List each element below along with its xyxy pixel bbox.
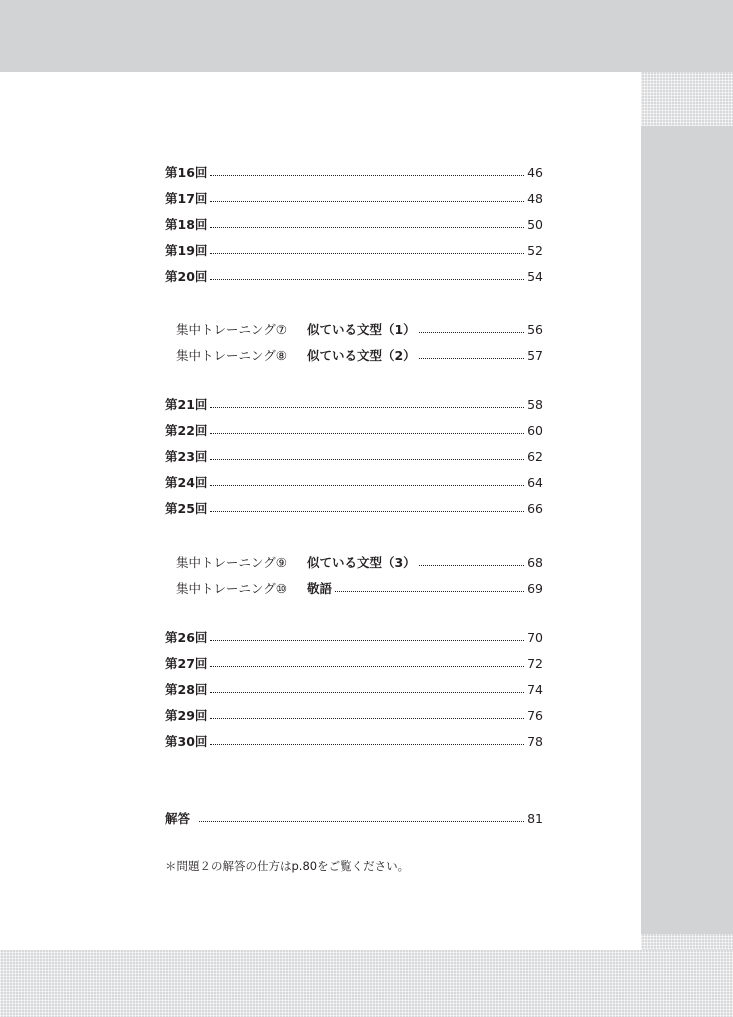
toc-entry-label: 第28回 bbox=[165, 682, 208, 697]
toc-entry-page: 74 bbox=[527, 681, 543, 697]
toc-entry[interactable] bbox=[165, 394, 543, 414]
toc-training-entry[interactable] bbox=[176, 552, 543, 572]
toc-entry-page: 72 bbox=[527, 655, 543, 671]
toc-entry-label: 第29回 bbox=[165, 708, 208, 723]
dot-leader bbox=[210, 666, 524, 667]
toc-entry-page: 81 bbox=[527, 810, 543, 826]
dot-leader bbox=[419, 332, 524, 333]
toc-entry[interactable] bbox=[165, 705, 543, 725]
toc-entry[interactable] bbox=[165, 627, 543, 647]
toc-entry[interactable] bbox=[165, 214, 543, 234]
toc-entry-label: 集中トレーニング⑦ bbox=[176, 322, 287, 337]
toc-entry-label: 第30回 bbox=[165, 734, 208, 749]
toc-entry-page: 64 bbox=[527, 474, 543, 490]
dot-leader bbox=[210, 433, 524, 434]
dot-leader bbox=[199, 821, 524, 822]
toc-entry-label: 第19回 bbox=[165, 243, 208, 258]
toc-answers-entry[interactable] bbox=[165, 808, 543, 828]
toc-entry-title: 似ている文型（1） bbox=[306, 322, 416, 337]
toc-entry[interactable] bbox=[165, 162, 543, 182]
dot-leader bbox=[210, 175, 524, 176]
toc-entry-page: 48 bbox=[527, 190, 543, 206]
toc-training-entry[interactable] bbox=[176, 319, 543, 339]
toc-entry[interactable] bbox=[165, 498, 543, 518]
dot-leader bbox=[210, 744, 524, 745]
toc-entry[interactable] bbox=[165, 731, 543, 751]
toc-entry-label: 第26回 bbox=[165, 630, 208, 645]
toc-entry-label: 第24回 bbox=[165, 475, 208, 490]
toc-training-entry[interactable] bbox=[176, 345, 543, 365]
bottom-pattern-band bbox=[0, 950, 733, 1017]
toc-entry-label: 集中トレーニング⑩ bbox=[176, 581, 287, 596]
dot-leader bbox=[210, 407, 524, 408]
toc-entry-label: 第23回 bbox=[165, 449, 208, 464]
toc-entry[interactable] bbox=[165, 446, 543, 466]
toc-entry-page: 78 bbox=[527, 733, 543, 749]
toc-entry-page: 58 bbox=[527, 396, 543, 412]
toc-entry-label: 第21回 bbox=[165, 397, 208, 412]
toc-entry-page: 76 bbox=[527, 707, 543, 723]
toc-entry-page: 68 bbox=[527, 554, 543, 570]
dot-leader bbox=[210, 485, 524, 486]
toc-entry-label: 第25回 bbox=[165, 501, 208, 516]
toc-entry[interactable] bbox=[165, 472, 543, 492]
dot-leader bbox=[210, 718, 524, 719]
toc-entry[interactable] bbox=[165, 679, 543, 699]
toc-entry[interactable] bbox=[165, 240, 543, 260]
toc-entry-label: 第18回 bbox=[165, 217, 208, 232]
toc-entry-page: 70 bbox=[527, 629, 543, 645]
toc-entry-page: 60 bbox=[527, 422, 543, 438]
dot-leader bbox=[210, 511, 524, 512]
toc-entry-page: 66 bbox=[527, 500, 543, 516]
toc-entry[interactable] bbox=[165, 188, 543, 208]
toc-entry-label: 集中トレーニング⑧ bbox=[176, 348, 287, 363]
toc-entry-page: 56 bbox=[527, 321, 543, 337]
toc-entry-page: 52 bbox=[527, 242, 543, 258]
dot-leader bbox=[335, 591, 524, 592]
toc-entry-label: 解答 bbox=[165, 811, 191, 826]
toc-entry-page: 57 bbox=[527, 347, 543, 363]
toc-entry-title: 似ている文型（2） bbox=[306, 348, 416, 363]
dot-leader bbox=[210, 692, 524, 693]
toc-entry-page: 69 bbox=[527, 580, 543, 596]
footnote: ＊問題２の解答の仕方はp.80をご覧ください。 bbox=[165, 859, 410, 873]
toc-entry-label: 集中トレーニング⑨ bbox=[176, 555, 287, 570]
toc-entry-label: 第16回 bbox=[165, 165, 208, 180]
toc-entry-title: 敬語 bbox=[306, 581, 332, 596]
toc-entry-page: 50 bbox=[527, 216, 543, 232]
corner-pattern-top bbox=[641, 72, 733, 126]
toc-entry-label: 第17回 bbox=[165, 191, 208, 206]
dot-leader bbox=[210, 640, 524, 641]
toc-entry-label: 第20回 bbox=[165, 269, 208, 284]
toc-entry-label: 第22回 bbox=[165, 423, 208, 438]
toc-training-entry[interactable] bbox=[176, 578, 543, 598]
dot-leader bbox=[210, 253, 524, 254]
toc-entry-page: 54 bbox=[527, 268, 543, 284]
dot-leader bbox=[419, 358, 524, 359]
dot-leader bbox=[210, 459, 524, 460]
toc-entry[interactable] bbox=[165, 653, 543, 673]
toc-entry-page: 62 bbox=[527, 448, 543, 464]
toc-entry-label: 第27回 bbox=[165, 656, 208, 671]
toc-entry-title: 似ている文型（3） bbox=[306, 555, 416, 570]
dot-leader bbox=[210, 227, 524, 228]
toc-entry[interactable] bbox=[165, 420, 543, 440]
dot-leader bbox=[419, 565, 524, 566]
dot-leader bbox=[210, 201, 524, 202]
toc-entry-page: 46 bbox=[527, 164, 543, 180]
dot-leader bbox=[210, 279, 524, 280]
toc-entry[interactable] bbox=[165, 266, 543, 286]
